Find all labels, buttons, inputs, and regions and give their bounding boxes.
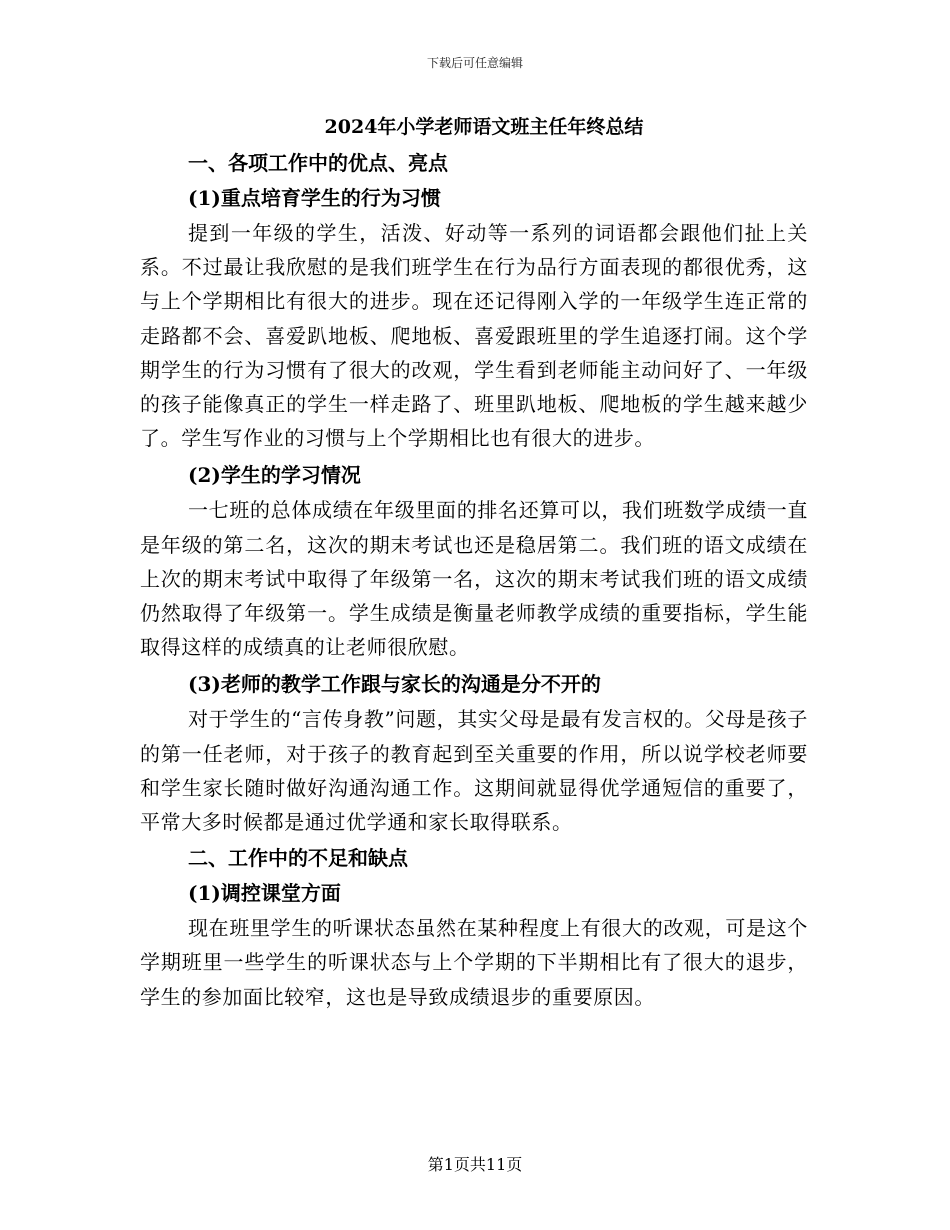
section-heading-shortcomings: 二、工作中的不足和缺点 xyxy=(188,846,408,871)
page-number-footer: 第1页共11页 xyxy=(427,1155,523,1174)
section-heading-strengths: 一、各项工作中的优点、亮点 xyxy=(188,151,448,175)
document-body xyxy=(140,112,808,1016)
subheading-classroom-control: (1)调控课堂方面 xyxy=(188,881,341,906)
subheading-learning-situation: (2)学生的学习情况 xyxy=(188,463,361,488)
paragraph-parent-communication: 对于学生的“言传身教”问题，其实父母是最有发言权的。父母是孩子的第一任老师，对于孩子的教育起到至关重要的作用，所以说学校老师要和学生家长随时做好沟通沟通工作。这期间就显得优学通短信的重要了，平常大多时候都是通过优学通和家长取得联系。 xyxy=(140,707,808,835)
document-title: 2024年小学老师语文班主任年终总结 xyxy=(324,116,644,138)
paragraph-behavior-habits: 提到一年级的学生，活泼、好动等一系列的词语都会跟他们扯上关系。不过最让我欣慰的是我们班学生在行为品行方面表现的都很优秀，这与上个学期相比有很大的进步。现在还记得刚入学的一年级学生连正常的走路都不会、喜爱趴地板、爬地板、喜爱跟班里的学生追逐打闹。这个学期学生的行为习惯有了很大的改观，学生看到老师能主动问好了、一年级的孩子能像真正的学生一样走路了、班里趴地板、爬地板的学生越来越少了。学生写作业的习惯与上个学期相比也有很大的进步。 xyxy=(140,221,808,451)
paragraph-learning-situation: 一七班的总体成绩在年级里面的排名还算可以，我们班数学成绩一直是年级的第二名，这次的期末考试也还是稳居第二。我们班的语文成绩在上次的期末考试中取得了年级第一名，这次的期末考试我们班的语文成绩仍然取得了年级第一。学生成绩是衡量老师教学成绩的重要指标，学生能取得这样的成绩真的让老师很欣慰。 xyxy=(140,498,808,660)
subheading-behavior-habits: (1)重点培育学生的行为习惯 xyxy=(188,186,441,210)
paragraph-classroom-control: 现在班里学生的听课状态虽然在某种程度上有很大的改观，可是这个学期班里一些学生的听课状态与上个学期的下半期相比有了很大的退步，学生的参加面比较窄，这也是导致成绩退步的重要原因。 xyxy=(140,916,808,1009)
subheading-parent-communication: (3)老师的教学工作跟与家长的沟通是分不开的 xyxy=(188,672,601,697)
header-note: 下载后可任意编辑 xyxy=(426,56,523,70)
